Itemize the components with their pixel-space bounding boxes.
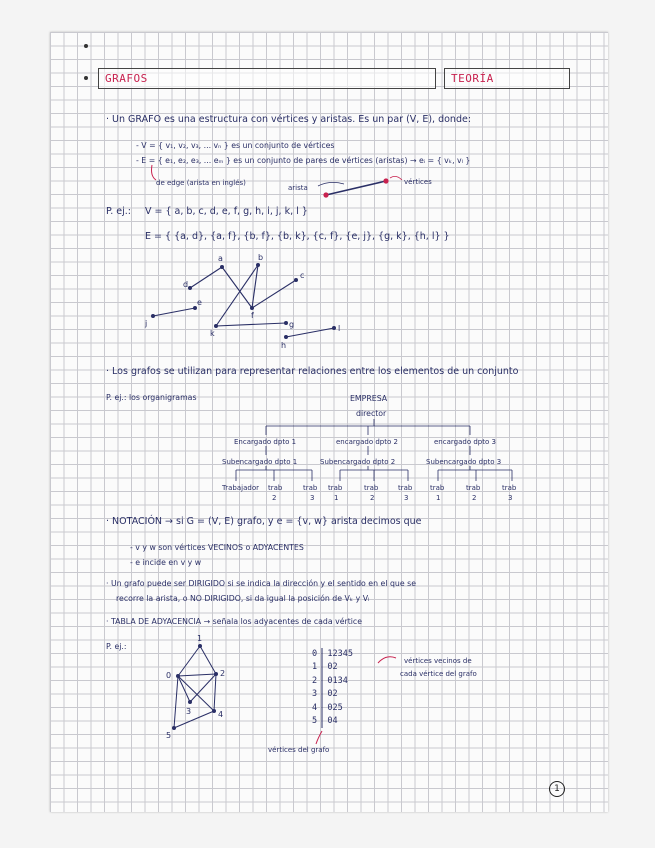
vertices-of-graph-note: vértices del grafo bbox=[268, 746, 330, 754]
adjacency-prefix: P. ej.: bbox=[106, 642, 127, 651]
adj-node-label: 3 bbox=[186, 707, 192, 716]
vertices-label: vértices bbox=[404, 178, 432, 186]
adjacent-definition: - v y w son vértices VECINOS o ADYACENTES bbox=[130, 543, 304, 552]
example-edge-set: E = { {a, d}, {a, f}, {b, f}, {b, k}, {c, f}, {e, j}, {g, k}, {h, l} } bbox=[145, 231, 450, 242]
node-label: a bbox=[218, 254, 223, 263]
org-worker-num: 1 bbox=[334, 494, 339, 502]
node-label: f bbox=[251, 311, 254, 320]
edge-note: de edge (arista en inglés) bbox=[156, 179, 246, 187]
org-worker: Trabajador bbox=[222, 484, 259, 492]
org-worker: trab bbox=[430, 484, 445, 492]
table-row: 3 02 bbox=[312, 689, 338, 700]
node-label: d bbox=[183, 280, 189, 289]
org-worker-num: 2 bbox=[272, 494, 277, 502]
table-row: 1 02 bbox=[312, 662, 338, 673]
orgchart-prefix: P. ej.: los organigramas bbox=[106, 393, 197, 402]
page-number: 1 bbox=[549, 781, 565, 797]
org-root: EMPRESA bbox=[350, 394, 388, 403]
table-row: 2 0134 bbox=[312, 675, 348, 686]
adjacency-line: · TABLA DE ADYACENCIA → señala los adyacentes de cada vértice bbox=[106, 617, 363, 626]
vertex-set-definition: - V = { v₁, v₂, v₃, ... vₙ } es un conjunto de vértices bbox=[136, 141, 335, 150]
org-worker-num: 2 bbox=[370, 494, 375, 502]
org-submanager-3: Subencargado dpto 3 bbox=[426, 458, 502, 466]
node-label: k bbox=[210, 329, 215, 338]
adj-node-label: 4 bbox=[218, 710, 224, 719]
node-label: g bbox=[289, 320, 295, 329]
node-label: h bbox=[281, 341, 287, 350]
arista-label: arista bbox=[288, 184, 308, 192]
org-worker: trab bbox=[364, 484, 379, 492]
org-worker-num: 3 bbox=[310, 494, 315, 502]
node-label: l bbox=[338, 324, 341, 333]
org-worker: trab bbox=[466, 484, 481, 492]
org-worker: trab bbox=[398, 484, 413, 492]
adj-node-label: 1 bbox=[197, 634, 203, 643]
directed-line-2: recorre la arista, o NO DIRIGIDO, si da igual la posición de Vₖ y Vₗ bbox=[116, 594, 370, 603]
adj-node-label: 2 bbox=[220, 669, 226, 678]
relations-line: · Los grafos se utilizan para representar relaciones entre los elementos de un conjunto bbox=[106, 366, 519, 377]
org-worker: trab bbox=[268, 484, 283, 492]
definition-intro: · Un GRAFO es una estructura con vértices y aristas. Es un par (V, E), donde: bbox=[106, 114, 472, 125]
node-label: e bbox=[197, 298, 202, 307]
node-label: c bbox=[300, 271, 305, 280]
org-manager-1: Encargado dpto 1 bbox=[234, 438, 297, 446]
notation-line: · NOTACIÓN → si G = (V, E) grafo, y e = {v, w} arista decimos que bbox=[106, 516, 422, 527]
adj-node-label: 5 bbox=[166, 731, 172, 740]
org-worker: trab bbox=[328, 484, 343, 492]
org-worker-num: 2 bbox=[472, 494, 477, 502]
vertices-note-arrow bbox=[316, 731, 322, 744]
org-manager-2: encargado dpto 2 bbox=[336, 438, 398, 446]
example-vertex-set: V = { a, b, c, d, e, f, g, h, i, j, k, l } bbox=[145, 206, 308, 217]
table-row: 5 04 bbox=[312, 716, 338, 727]
org-director: director bbox=[356, 409, 387, 418]
org-submanager-2: Subencargado dpto 2 bbox=[320, 458, 396, 466]
node-label: j bbox=[145, 319, 148, 328]
table-row: 0 12345 bbox=[312, 649, 353, 659]
adj-node-label: 0 bbox=[166, 671, 172, 680]
page-title: GRAFOS bbox=[98, 68, 436, 89]
org-worker-num: 3 bbox=[404, 494, 409, 502]
org-worker: trab bbox=[502, 484, 517, 492]
incidence-definition: - e incide en v y w bbox=[130, 558, 202, 567]
example-prefix: P. ej.: bbox=[106, 206, 131, 217]
page-tag: TEORÍA bbox=[444, 68, 570, 89]
org-worker: trab bbox=[303, 484, 318, 492]
edge-set-definition: - E = { e₁, e₂, e₃, ... eₘ } es un conjunto de pares de vértices (aristas) → eᵢ = { vₖ, vₗ } bbox=[136, 156, 471, 165]
org-submanager-1: Subencargado dpto 1 bbox=[222, 458, 298, 466]
table-row: 4 025 bbox=[312, 702, 343, 713]
adjacency-table bbox=[312, 648, 353, 728]
org-manager-3: encargado dpto 3 bbox=[434, 438, 496, 446]
note-arrow bbox=[378, 657, 396, 663]
org-worker-num: 3 bbox=[508, 494, 513, 502]
directed-line-1: · Un grafo puede ser DIRIGIDO si se indica la dirección y el sentido en el que se bbox=[106, 579, 416, 588]
node-label: b bbox=[258, 253, 264, 262]
adjacency-note-2: cada vértice del grafo bbox=[400, 670, 477, 678]
org-worker-num: 1 bbox=[436, 494, 441, 502]
adjacency-note-1: vértices vecinos de bbox=[404, 657, 472, 665]
